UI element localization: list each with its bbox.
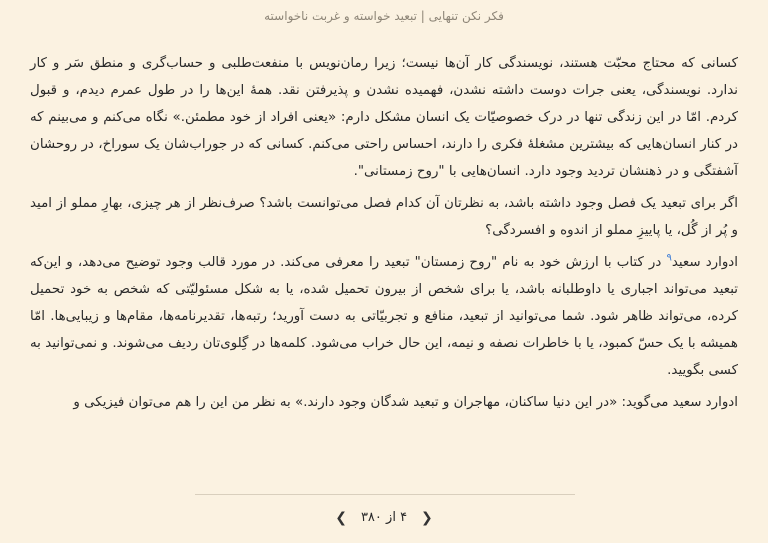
paragraph-3 [30, 249, 738, 384]
footer-divider [195, 494, 575, 495]
chevron-left-icon[interactable]: ❮ [335, 509, 347, 526]
footnote-link[interactable]: ۹ [666, 252, 672, 264]
paragraph-2: اگر برای تبعید یک فصل وجود داشته باشد، به نظرتان آن کدام فصل می‌توانست باشد؟ صرف‌نظر از هر چیزی، بهارِ مملو از امید و پُر از گُل، یا پاییزِ مملو از اندوه و افسردگی؟ [30, 196, 738, 238]
paragraph-3-start: ادوارد سعید [671, 255, 738, 270]
page-indicator: ۴ از ۳۸۰ [360, 510, 408, 525]
page-navigator [0, 510, 768, 525]
page-content [30, 50, 738, 421]
paragraph-3-rest: در کتاب با ارزش خود به نام "روح زمستان" تبعید را معرفی می‌کند. در مورد قالب وجود توضیح می‌دهد، و این‌که تبعید می‌تواند اجباری یا داوطلبانه باشد، یا برای شخص از بیرون تحمیل شده، یا به شکل مسئولیّتی که شخص به خود تحمیل کرده، می‌تواند ظاهر شود. شما می‌توانید از تبعید، منافع و تجربیّاتی به دست آورید؛ رتبه‌ها، تقدیرنامه‌ها، مقام‌ها و زیبایی‌ها. امّا همیشه با یک حسّ کمبود، یا با خاطرات نصفه و نیمه، این حال خراب می‌شود. کلمه‌ها در گِلوی‌تان ردیف می‌شوند. و نمی‌توانید به کسی بگویید. [30, 255, 738, 378]
paragraph-1: کسانی که محتاج محبّت هستند، نویسندگی کار آن‌ها نیست؛ زیرا رمان‌نویس با منفعت‌طلبی و حساب‌گری و منطق سَر و کار ندارد. نویسندگی، یعنی جرات دوست داشته نشدن، فهمیده نشدن و پذیرفتن نقد. همهٔ این‌ها را در طول عمرم دیدم، و قبول کردم. امّا در این زندگی تنها در درک خصوصیّات یک انسان مشکل دارم: «یعنی افراد از خود مطمئن.» نگاه می‌کنم و می‌بینم که در کنار انسان‌هایی که بیشترین مشغلهٔ فکری را دارند، احساس راحتی می‌کنم. کسانی که در جوراب‌شان یک سوراخ، در روحشان آشفتگی و در ذهنشان تردید وجود دارد. انسان‌هایی با "روح زمستانی". [30, 56, 738, 179]
running-title: فکر نکن تنهایی | تبعید خواسته و غربت ناخواسته [264, 9, 504, 23]
chevron-right-icon[interactable]: ❯ [421, 509, 433, 526]
running-header [0, 9, 768, 23]
paragraph-4: ادوارد سعید می‌گوید: «در این دنیا ساکنان، مهاجران و تبعید شدگان وجود دارند.» به نظر من این را هم می‌توان فیزیکی و [73, 395, 738, 410]
